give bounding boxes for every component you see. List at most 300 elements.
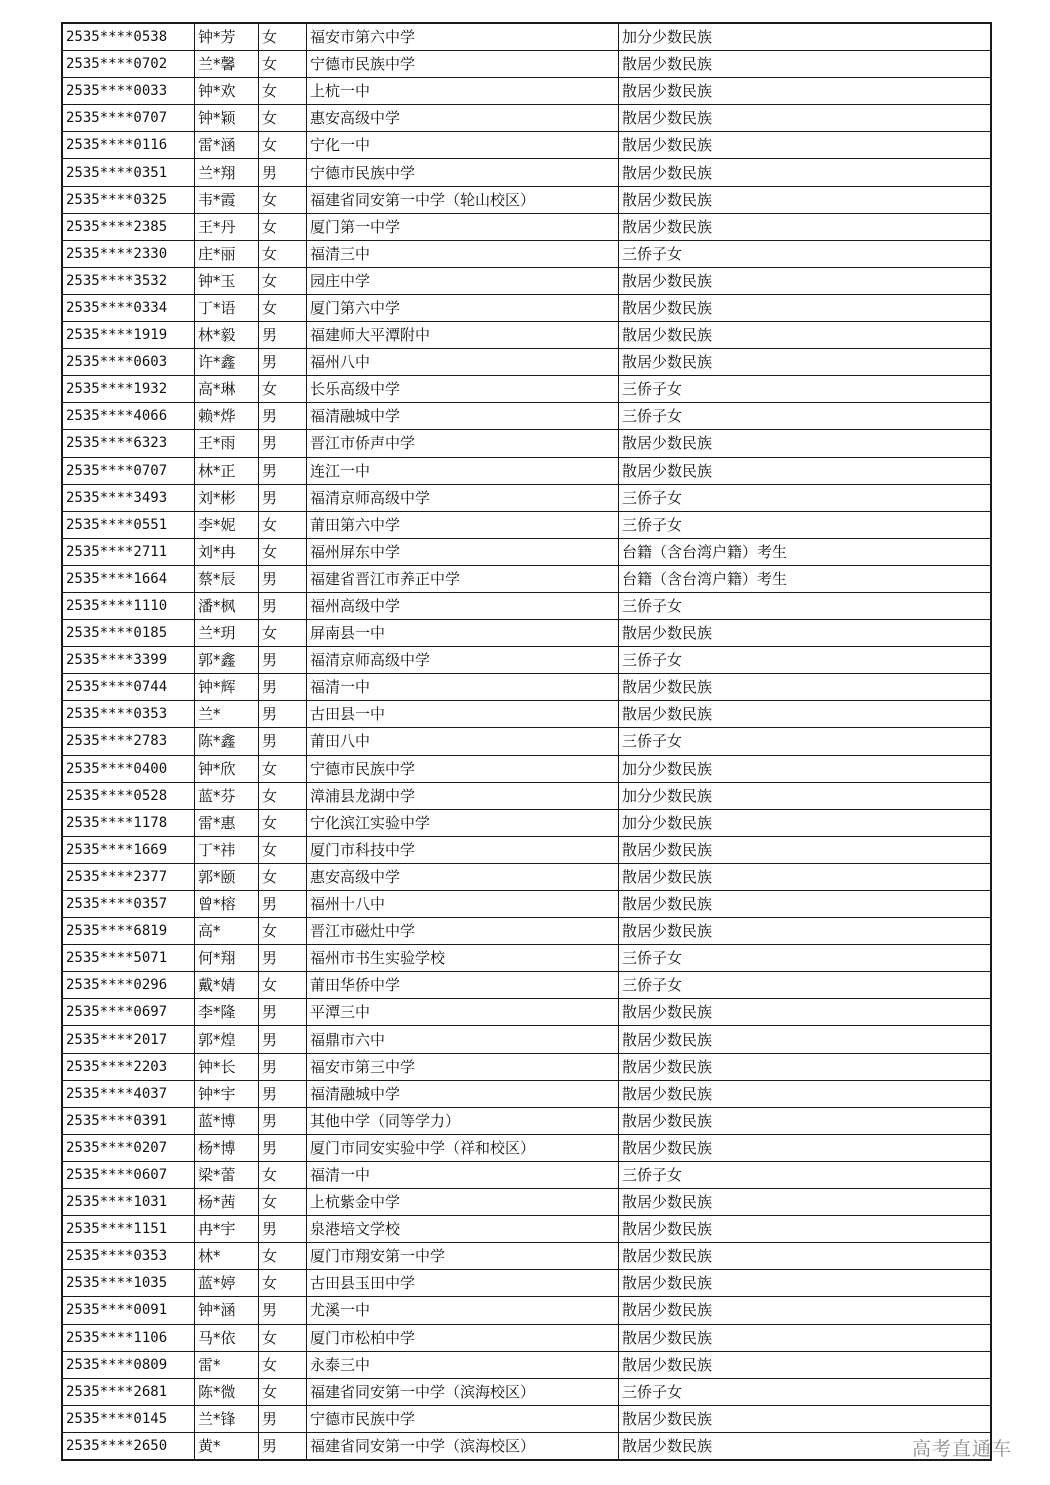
candidate-category-cell: 散居少数民族 bbox=[619, 267, 992, 294]
candidate-sex-cell: 女 bbox=[259, 376, 307, 403]
candidate-sex-cell: 男 bbox=[259, 945, 307, 972]
candidate-category-cell: 散居少数民族 bbox=[619, 863, 992, 890]
candidate-category-cell: 散居少数民族 bbox=[619, 1053, 992, 1080]
candidate-id-cell: 2535****6323 bbox=[62, 430, 195, 457]
table-row bbox=[62, 1270, 991, 1297]
table-row bbox=[62, 267, 991, 294]
candidate-id-cell: 2535****3532 bbox=[62, 267, 195, 294]
candidate-category-cell: 散居少数民族 bbox=[619, 999, 992, 1026]
candidate-id-cell: 2535****1932 bbox=[62, 376, 195, 403]
candidate-id-cell: 2535****2711 bbox=[62, 538, 195, 565]
candidate-category-cell: 散居少数民族 bbox=[619, 891, 992, 918]
candidate-name-cell: 高*琳 bbox=[195, 376, 259, 403]
candidate-id-cell: 2535****0091 bbox=[62, 1297, 195, 1324]
candidate-id-cell: 2535****0528 bbox=[62, 782, 195, 809]
table-row bbox=[62, 132, 991, 159]
candidate-sex-cell: 女 bbox=[259, 23, 307, 51]
table-row bbox=[62, 213, 991, 240]
candidate-name-cell: 钟*辉 bbox=[195, 674, 259, 701]
candidate-school-cell: 福建师大平潭附中 bbox=[307, 322, 619, 349]
candidate-sex-cell: 女 bbox=[259, 1378, 307, 1405]
candidate-name-cell: 郭*鑫 bbox=[195, 647, 259, 674]
candidate-id-cell: 2535****2203 bbox=[62, 1053, 195, 1080]
candidate-name-cell: 何*翔 bbox=[195, 945, 259, 972]
table-row bbox=[62, 1189, 991, 1216]
table-row bbox=[62, 918, 991, 945]
candidate-name-cell: 丁*语 bbox=[195, 294, 259, 321]
candidate-sex-cell: 男 bbox=[259, 457, 307, 484]
candidate-name-cell: 兰*玥 bbox=[195, 620, 259, 647]
candidate-school-cell: 莆田华侨中学 bbox=[307, 972, 619, 999]
candidate-category-cell: 散居少数民族 bbox=[619, 322, 992, 349]
candidate-table bbox=[61, 22, 992, 1461]
candidate-category-cell: 散居少数民族 bbox=[619, 186, 992, 213]
candidate-sex-cell: 女 bbox=[259, 863, 307, 890]
table-row bbox=[62, 349, 991, 376]
candidate-name-cell: 马*依 bbox=[195, 1324, 259, 1351]
candidate-id-cell: 2535****0334 bbox=[62, 294, 195, 321]
table-row bbox=[62, 322, 991, 349]
table-row bbox=[62, 1161, 991, 1188]
candidate-id-cell: 2535****2681 bbox=[62, 1378, 195, 1405]
candidate-category-cell: 散居少数民族 bbox=[619, 457, 992, 484]
candidate-school-cell: 厦门市科技中学 bbox=[307, 836, 619, 863]
candidate-name-cell: 雷*惠 bbox=[195, 809, 259, 836]
candidate-school-cell: 福鼎市六中 bbox=[307, 1026, 619, 1053]
candidate-category-cell: 加分少数民族 bbox=[619, 23, 992, 51]
candidate-name-cell: 梁*蕾 bbox=[195, 1161, 259, 1188]
candidate-sex-cell: 女 bbox=[259, 105, 307, 132]
table-row bbox=[62, 1026, 991, 1053]
candidate-name-cell: 兰* bbox=[195, 701, 259, 728]
candidate-school-cell: 厦门第六中学 bbox=[307, 294, 619, 321]
candidate-school-cell: 福建省同安第一中学（轮山校区） bbox=[307, 186, 619, 213]
candidate-school-cell: 永泰三中 bbox=[307, 1351, 619, 1378]
candidate-name-cell: 钟*欣 bbox=[195, 755, 259, 782]
candidate-school-cell: 厦门市翔安第一中学 bbox=[307, 1243, 619, 1270]
candidate-sex-cell: 男 bbox=[259, 1405, 307, 1432]
table-row bbox=[62, 809, 991, 836]
candidate-id-cell: 2535****0296 bbox=[62, 972, 195, 999]
candidate-sex-cell: 男 bbox=[259, 1134, 307, 1161]
candidate-name-cell: 冉*宇 bbox=[195, 1216, 259, 1243]
candidate-school-cell: 宁化一中 bbox=[307, 132, 619, 159]
table-row bbox=[62, 1243, 991, 1270]
table-row bbox=[62, 836, 991, 863]
candidate-sex-cell: 男 bbox=[259, 701, 307, 728]
candidate-school-cell: 上杭一中 bbox=[307, 78, 619, 105]
candidate-school-cell: 宁德市民族中学 bbox=[307, 755, 619, 782]
candidate-category-cell: 散居少数民族 bbox=[619, 1243, 992, 1270]
candidate-category-cell: 散居少数民族 bbox=[619, 213, 992, 240]
candidate-name-cell: 丁*祎 bbox=[195, 836, 259, 863]
candidate-sex-cell: 女 bbox=[259, 1324, 307, 1351]
candidate-sex-cell: 女 bbox=[259, 213, 307, 240]
table-row bbox=[62, 1107, 991, 1134]
candidate-category-cell: 三侨子女 bbox=[619, 376, 992, 403]
candidate-category-cell: 散居少数民族 bbox=[619, 1080, 992, 1107]
candidate-name-cell: 兰*翔 bbox=[195, 159, 259, 186]
candidate-sex-cell: 女 bbox=[259, 918, 307, 945]
candidate-category-cell: 散居少数民族 bbox=[619, 349, 992, 376]
candidate-sex-cell: 女 bbox=[259, 782, 307, 809]
candidate-category-cell: 散居少数民族 bbox=[619, 1297, 992, 1324]
candidate-name-cell: 王*雨 bbox=[195, 430, 259, 457]
candidate-school-cell: 惠安高级中学 bbox=[307, 863, 619, 890]
candidate-id-cell: 2535****1669 bbox=[62, 836, 195, 863]
candidate-sex-cell: 男 bbox=[259, 403, 307, 430]
candidate-name-cell: 陈*鑫 bbox=[195, 728, 259, 755]
candidate-sex-cell: 男 bbox=[259, 674, 307, 701]
table-row bbox=[62, 457, 991, 484]
candidate-name-cell: 杨*茜 bbox=[195, 1189, 259, 1216]
candidate-sex-cell: 女 bbox=[259, 132, 307, 159]
candidate-name-cell: 钟*涵 bbox=[195, 1297, 259, 1324]
candidate-id-cell: 2535****1664 bbox=[62, 565, 195, 592]
candidate-id-cell: 2535****2650 bbox=[62, 1432, 195, 1460]
candidate-sex-cell: 男 bbox=[259, 322, 307, 349]
candidate-school-cell: 宁德市民族中学 bbox=[307, 1405, 619, 1432]
candidate-name-cell: 钟*长 bbox=[195, 1053, 259, 1080]
table-row bbox=[62, 376, 991, 403]
candidate-name-cell: 潘*枫 bbox=[195, 592, 259, 619]
candidate-id-cell: 2535****0809 bbox=[62, 1351, 195, 1378]
candidate-sex-cell: 男 bbox=[259, 484, 307, 511]
table-row bbox=[62, 186, 991, 213]
candidate-category-cell: 散居少数民族 bbox=[619, 620, 992, 647]
candidate-category-cell: 散居少数民族 bbox=[619, 1189, 992, 1216]
candidate-category-cell: 散居少数民族 bbox=[619, 1270, 992, 1297]
candidate-sex-cell: 男 bbox=[259, 999, 307, 1026]
candidate-school-cell: 福清一中 bbox=[307, 1161, 619, 1188]
candidate-name-cell: 兰*馨 bbox=[195, 51, 259, 78]
candidate-id-cell: 2535****1035 bbox=[62, 1270, 195, 1297]
candidate-sex-cell: 女 bbox=[259, 809, 307, 836]
candidate-sex-cell: 女 bbox=[259, 1189, 307, 1216]
candidate-id-cell: 2535****6819 bbox=[62, 918, 195, 945]
candidate-name-cell: 钟*颖 bbox=[195, 105, 259, 132]
candidate-name-cell: 蓝*芬 bbox=[195, 782, 259, 809]
candidate-category-cell: 散居少数民族 bbox=[619, 836, 992, 863]
candidate-id-cell: 2535****1106 bbox=[62, 1324, 195, 1351]
watermark-text: 高考直通车 bbox=[912, 1438, 1013, 1460]
candidate-id-cell: 2535****0033 bbox=[62, 78, 195, 105]
candidate-school-cell: 厦门市松柏中学 bbox=[307, 1324, 619, 1351]
candidate-id-cell: 2535****0391 bbox=[62, 1107, 195, 1134]
candidate-sex-cell: 女 bbox=[259, 294, 307, 321]
candidate-id-cell: 2535****2377 bbox=[62, 863, 195, 890]
candidate-category-cell: 散居少数民族 bbox=[619, 132, 992, 159]
candidate-sex-cell: 女 bbox=[259, 267, 307, 294]
candidate-name-cell: 陈*微 bbox=[195, 1378, 259, 1405]
candidate-id-cell: 2535****0351 bbox=[62, 159, 195, 186]
table-row bbox=[62, 484, 991, 511]
candidate-id-cell: 2535****0707 bbox=[62, 457, 195, 484]
candidate-school-cell: 惠安高级中学 bbox=[307, 105, 619, 132]
candidate-sex-cell: 男 bbox=[259, 647, 307, 674]
candidate-school-cell: 厦门第一中学 bbox=[307, 213, 619, 240]
candidate-sex-cell: 女 bbox=[259, 511, 307, 538]
candidate-name-cell: 李*隆 bbox=[195, 999, 259, 1026]
candidate-id-cell: 2535****4037 bbox=[62, 1080, 195, 1107]
candidate-school-cell: 漳浦县龙湖中学 bbox=[307, 782, 619, 809]
table-row bbox=[62, 755, 991, 782]
candidate-school-cell: 厦门市同安实验中学（祥和校区） bbox=[307, 1134, 619, 1161]
candidate-category-cell: 三侨子女 bbox=[619, 945, 992, 972]
candidate-name-cell: 韦*霞 bbox=[195, 186, 259, 213]
candidate-school-cell: 福清一中 bbox=[307, 674, 619, 701]
candidate-name-cell: 杨*博 bbox=[195, 1134, 259, 1161]
candidate-school-cell: 福清京师高级中学 bbox=[307, 484, 619, 511]
candidate-name-cell: 钟*宇 bbox=[195, 1080, 259, 1107]
candidate-school-cell: 上杭紫金中学 bbox=[307, 1189, 619, 1216]
candidate-category-cell: 散居少数民族 bbox=[619, 1107, 992, 1134]
candidate-category-cell: 散居少数民族 bbox=[619, 1216, 992, 1243]
candidate-id-cell: 2535****0707 bbox=[62, 105, 195, 132]
candidate-category-cell: 散居少数民族 bbox=[619, 430, 992, 457]
candidate-id-cell: 2535****3399 bbox=[62, 647, 195, 674]
candidate-category-cell: 散居少数民族 bbox=[619, 1026, 992, 1053]
candidate-category-cell: 散居少数民族 bbox=[619, 674, 992, 701]
candidate-name-cell: 许*鑫 bbox=[195, 349, 259, 376]
candidate-school-cell: 尤溪一中 bbox=[307, 1297, 619, 1324]
candidate-sex-cell: 男 bbox=[259, 592, 307, 619]
table-row bbox=[62, 647, 991, 674]
candidate-id-cell: 2535****1151 bbox=[62, 1216, 195, 1243]
candidate-id-cell: 2535****0185 bbox=[62, 620, 195, 647]
candidate-sex-cell: 女 bbox=[259, 836, 307, 863]
candidate-sex-cell: 男 bbox=[259, 1432, 307, 1460]
candidate-sex-cell: 男 bbox=[259, 349, 307, 376]
table-row bbox=[62, 78, 991, 105]
candidate-sex-cell: 男 bbox=[259, 891, 307, 918]
candidate-sex-cell: 女 bbox=[259, 1243, 307, 1270]
table-row bbox=[62, 1351, 991, 1378]
table-row bbox=[62, 105, 991, 132]
candidate-category-cell: 三侨子女 bbox=[619, 592, 992, 619]
candidate-school-cell: 福清融城中学 bbox=[307, 1080, 619, 1107]
table-row bbox=[62, 1378, 991, 1405]
candidate-school-cell: 屏南县一中 bbox=[307, 620, 619, 647]
table-row bbox=[62, 1080, 991, 1107]
candidate-category-cell: 散居少数民族 bbox=[619, 1324, 992, 1351]
candidate-name-cell: 蔡*辰 bbox=[195, 565, 259, 592]
candidate-sex-cell: 女 bbox=[259, 1270, 307, 1297]
candidate-category-cell: 散居少数民族 bbox=[619, 1432, 992, 1460]
candidate-category-cell: 三侨子女 bbox=[619, 1378, 992, 1405]
candidate-school-cell: 福建省晋江市养正中学 bbox=[307, 565, 619, 592]
candidate-id-cell: 2535****2385 bbox=[62, 213, 195, 240]
candidate-sex-cell: 男 bbox=[259, 1216, 307, 1243]
candidate-name-cell: 曾*榕 bbox=[195, 891, 259, 918]
candidate-sex-cell: 女 bbox=[259, 78, 307, 105]
candidate-sex-cell: 男 bbox=[259, 159, 307, 186]
candidate-name-cell: 林*毅 bbox=[195, 322, 259, 349]
candidate-name-cell: 兰*锋 bbox=[195, 1405, 259, 1432]
candidate-id-cell: 2535****3493 bbox=[62, 484, 195, 511]
candidate-sex-cell: 男 bbox=[259, 1026, 307, 1053]
candidate-id-cell: 2535****5071 bbox=[62, 945, 195, 972]
candidate-name-cell: 雷* bbox=[195, 1351, 259, 1378]
candidate-school-cell: 长乐高级中学 bbox=[307, 376, 619, 403]
candidate-sex-cell: 女 bbox=[259, 51, 307, 78]
candidate-name-cell: 钟*芳 bbox=[195, 23, 259, 51]
candidate-school-cell: 其他中学（同等学力） bbox=[307, 1107, 619, 1134]
candidate-category-cell: 散居少数民族 bbox=[619, 78, 992, 105]
candidate-name-cell: 戴*婧 bbox=[195, 972, 259, 999]
table-row bbox=[62, 1053, 991, 1080]
table-row bbox=[62, 240, 991, 267]
candidate-sex-cell: 女 bbox=[259, 620, 307, 647]
candidate-sex-cell: 女 bbox=[259, 186, 307, 213]
candidate-category-cell: 三侨子女 bbox=[619, 484, 992, 511]
table-row bbox=[62, 891, 991, 918]
candidate-category-cell: 三侨子女 bbox=[619, 511, 992, 538]
candidate-name-cell: 钟*玉 bbox=[195, 267, 259, 294]
candidate-school-cell: 莆田第六中学 bbox=[307, 511, 619, 538]
table-row bbox=[62, 511, 991, 538]
candidate-category-cell: 散居少数民族 bbox=[619, 105, 992, 132]
candidate-sex-cell: 女 bbox=[259, 240, 307, 267]
candidate-category-cell: 三侨子女 bbox=[619, 240, 992, 267]
candidate-id-cell: 2535****0116 bbox=[62, 132, 195, 159]
candidate-category-cell: 加分少数民族 bbox=[619, 809, 992, 836]
candidate-school-cell: 晋江市侨声中学 bbox=[307, 430, 619, 457]
candidate-sex-cell: 男 bbox=[259, 1080, 307, 1107]
candidate-school-cell: 福清融城中学 bbox=[307, 403, 619, 430]
candidate-category-cell: 散居少数民族 bbox=[619, 294, 992, 321]
candidate-name-cell: 郭*煌 bbox=[195, 1026, 259, 1053]
candidate-id-cell: 2535****0744 bbox=[62, 674, 195, 701]
candidate-category-cell: 散居少数民族 bbox=[619, 159, 992, 186]
candidate-sex-cell: 男 bbox=[259, 1107, 307, 1134]
candidate-id-cell: 2535****0207 bbox=[62, 1134, 195, 1161]
candidate-name-cell: 刘*冉 bbox=[195, 538, 259, 565]
candidate-name-cell: 郭*颐 bbox=[195, 863, 259, 890]
candidate-category-cell: 三侨子女 bbox=[619, 1161, 992, 1188]
candidate-sex-cell: 男 bbox=[259, 728, 307, 755]
table-row bbox=[62, 1432, 991, 1460]
table-row bbox=[62, 1324, 991, 1351]
candidate-school-cell: 福州八中 bbox=[307, 349, 619, 376]
table-row bbox=[62, 430, 991, 457]
table-row bbox=[62, 1216, 991, 1243]
candidate-sex-cell: 女 bbox=[259, 1161, 307, 1188]
table-row bbox=[62, 1405, 991, 1432]
candidate-id-cell: 2535****0702 bbox=[62, 51, 195, 78]
candidate-id-cell: 2535****1031 bbox=[62, 1189, 195, 1216]
table-row bbox=[62, 565, 991, 592]
candidate-category-cell: 散居少数民族 bbox=[619, 918, 992, 945]
candidate-category-cell: 三侨子女 bbox=[619, 647, 992, 674]
table-row bbox=[62, 674, 991, 701]
candidate-name-cell: 李*妮 bbox=[195, 511, 259, 538]
candidate-id-cell: 2535****1178 bbox=[62, 809, 195, 836]
candidate-school-cell: 晋江市磁灶中学 bbox=[307, 918, 619, 945]
candidate-sex-cell: 男 bbox=[259, 1053, 307, 1080]
candidate-name-cell: 蓝*婷 bbox=[195, 1270, 259, 1297]
candidate-id-cell: 2535****0607 bbox=[62, 1161, 195, 1188]
candidate-category-cell: 散居少数民族 bbox=[619, 701, 992, 728]
candidate-school-cell: 福建省同安第一中学（滨海校区） bbox=[307, 1378, 619, 1405]
candidate-category-cell: 散居少数民族 bbox=[619, 1134, 992, 1161]
candidate-sex-cell: 男 bbox=[259, 430, 307, 457]
table-row bbox=[62, 782, 991, 809]
candidate-id-cell: 2535****4066 bbox=[62, 403, 195, 430]
candidate-id-cell: 2535****2330 bbox=[62, 240, 195, 267]
candidate-school-cell: 古田县玉田中学 bbox=[307, 1270, 619, 1297]
candidate-name-cell: 黄* bbox=[195, 1432, 259, 1460]
table-row bbox=[62, 1297, 991, 1324]
candidate-school-cell: 泉港培文学校 bbox=[307, 1216, 619, 1243]
candidate-school-cell: 福安市第三中学 bbox=[307, 1053, 619, 1080]
table-row bbox=[62, 863, 991, 890]
candidate-school-cell: 平潭三中 bbox=[307, 999, 619, 1026]
candidate-school-cell: 福州高级中学 bbox=[307, 592, 619, 619]
candidate-id-cell: 2535****2017 bbox=[62, 1026, 195, 1053]
candidate-name-cell: 庄*丽 bbox=[195, 240, 259, 267]
candidate-category-cell: 加分少数民族 bbox=[619, 755, 992, 782]
candidate-category-cell: 散居少数民族 bbox=[619, 51, 992, 78]
candidate-id-cell: 2535****0353 bbox=[62, 1243, 195, 1270]
candidate-name-cell: 高* bbox=[195, 918, 259, 945]
candidate-category-cell: 三侨子女 bbox=[619, 403, 992, 430]
candidate-school-cell: 古田县一中 bbox=[307, 701, 619, 728]
candidate-school-cell: 连江一中 bbox=[307, 457, 619, 484]
candidate-id-cell: 2535****2783 bbox=[62, 728, 195, 755]
candidate-category-cell: 加分少数民族 bbox=[619, 782, 992, 809]
table-row bbox=[62, 403, 991, 430]
candidate-sex-cell: 男 bbox=[259, 565, 307, 592]
candidate-id-cell: 2535****0145 bbox=[62, 1405, 195, 1432]
candidate-id-cell: 2535****0400 bbox=[62, 755, 195, 782]
candidate-school-cell: 福建省同安第一中学（滨海校区） bbox=[307, 1432, 619, 1460]
candidate-id-cell: 2535****0697 bbox=[62, 999, 195, 1026]
table-row bbox=[62, 1134, 991, 1161]
candidate-id-cell: 2535****0353 bbox=[62, 701, 195, 728]
candidate-name-cell: 雷*涵 bbox=[195, 132, 259, 159]
candidate-id-cell: 2535****1110 bbox=[62, 592, 195, 619]
table-row bbox=[62, 701, 991, 728]
table-row bbox=[62, 538, 991, 565]
candidate-school-cell: 福州屏东中学 bbox=[307, 538, 619, 565]
candidate-category-cell: 散居少数民族 bbox=[619, 1405, 992, 1432]
table-row bbox=[62, 159, 991, 186]
candidate-category-cell: 台籍（含台湾户籍）考生 bbox=[619, 538, 992, 565]
candidate-id-cell: 2535****0551 bbox=[62, 511, 195, 538]
candidate-name-cell: 王*丹 bbox=[195, 213, 259, 240]
candidate-id-cell: 2535****0603 bbox=[62, 349, 195, 376]
table-row bbox=[62, 728, 991, 755]
candidate-name-cell: 林* bbox=[195, 1243, 259, 1270]
candidate-id-cell: 2535****0325 bbox=[62, 186, 195, 213]
table-row bbox=[62, 945, 991, 972]
candidate-category-cell: 三侨子女 bbox=[619, 728, 992, 755]
candidate-id-cell: 2535****1919 bbox=[62, 322, 195, 349]
candidate-id-cell: 2535****0357 bbox=[62, 891, 195, 918]
candidate-school-cell: 福州市书生实验学校 bbox=[307, 945, 619, 972]
candidate-school-cell: 宁德市民族中学 bbox=[307, 51, 619, 78]
candidate-sex-cell: 女 bbox=[259, 1351, 307, 1378]
candidate-name-cell: 刘*彬 bbox=[195, 484, 259, 511]
candidate-school-cell: 宁化滨江实验中学 bbox=[307, 809, 619, 836]
candidate-school-cell: 园庄中学 bbox=[307, 267, 619, 294]
candidate-school-cell: 福清京师高级中学 bbox=[307, 647, 619, 674]
table-row bbox=[62, 294, 991, 321]
table-row bbox=[62, 23, 991, 51]
candidate-sex-cell: 女 bbox=[259, 755, 307, 782]
table-row bbox=[62, 972, 991, 999]
